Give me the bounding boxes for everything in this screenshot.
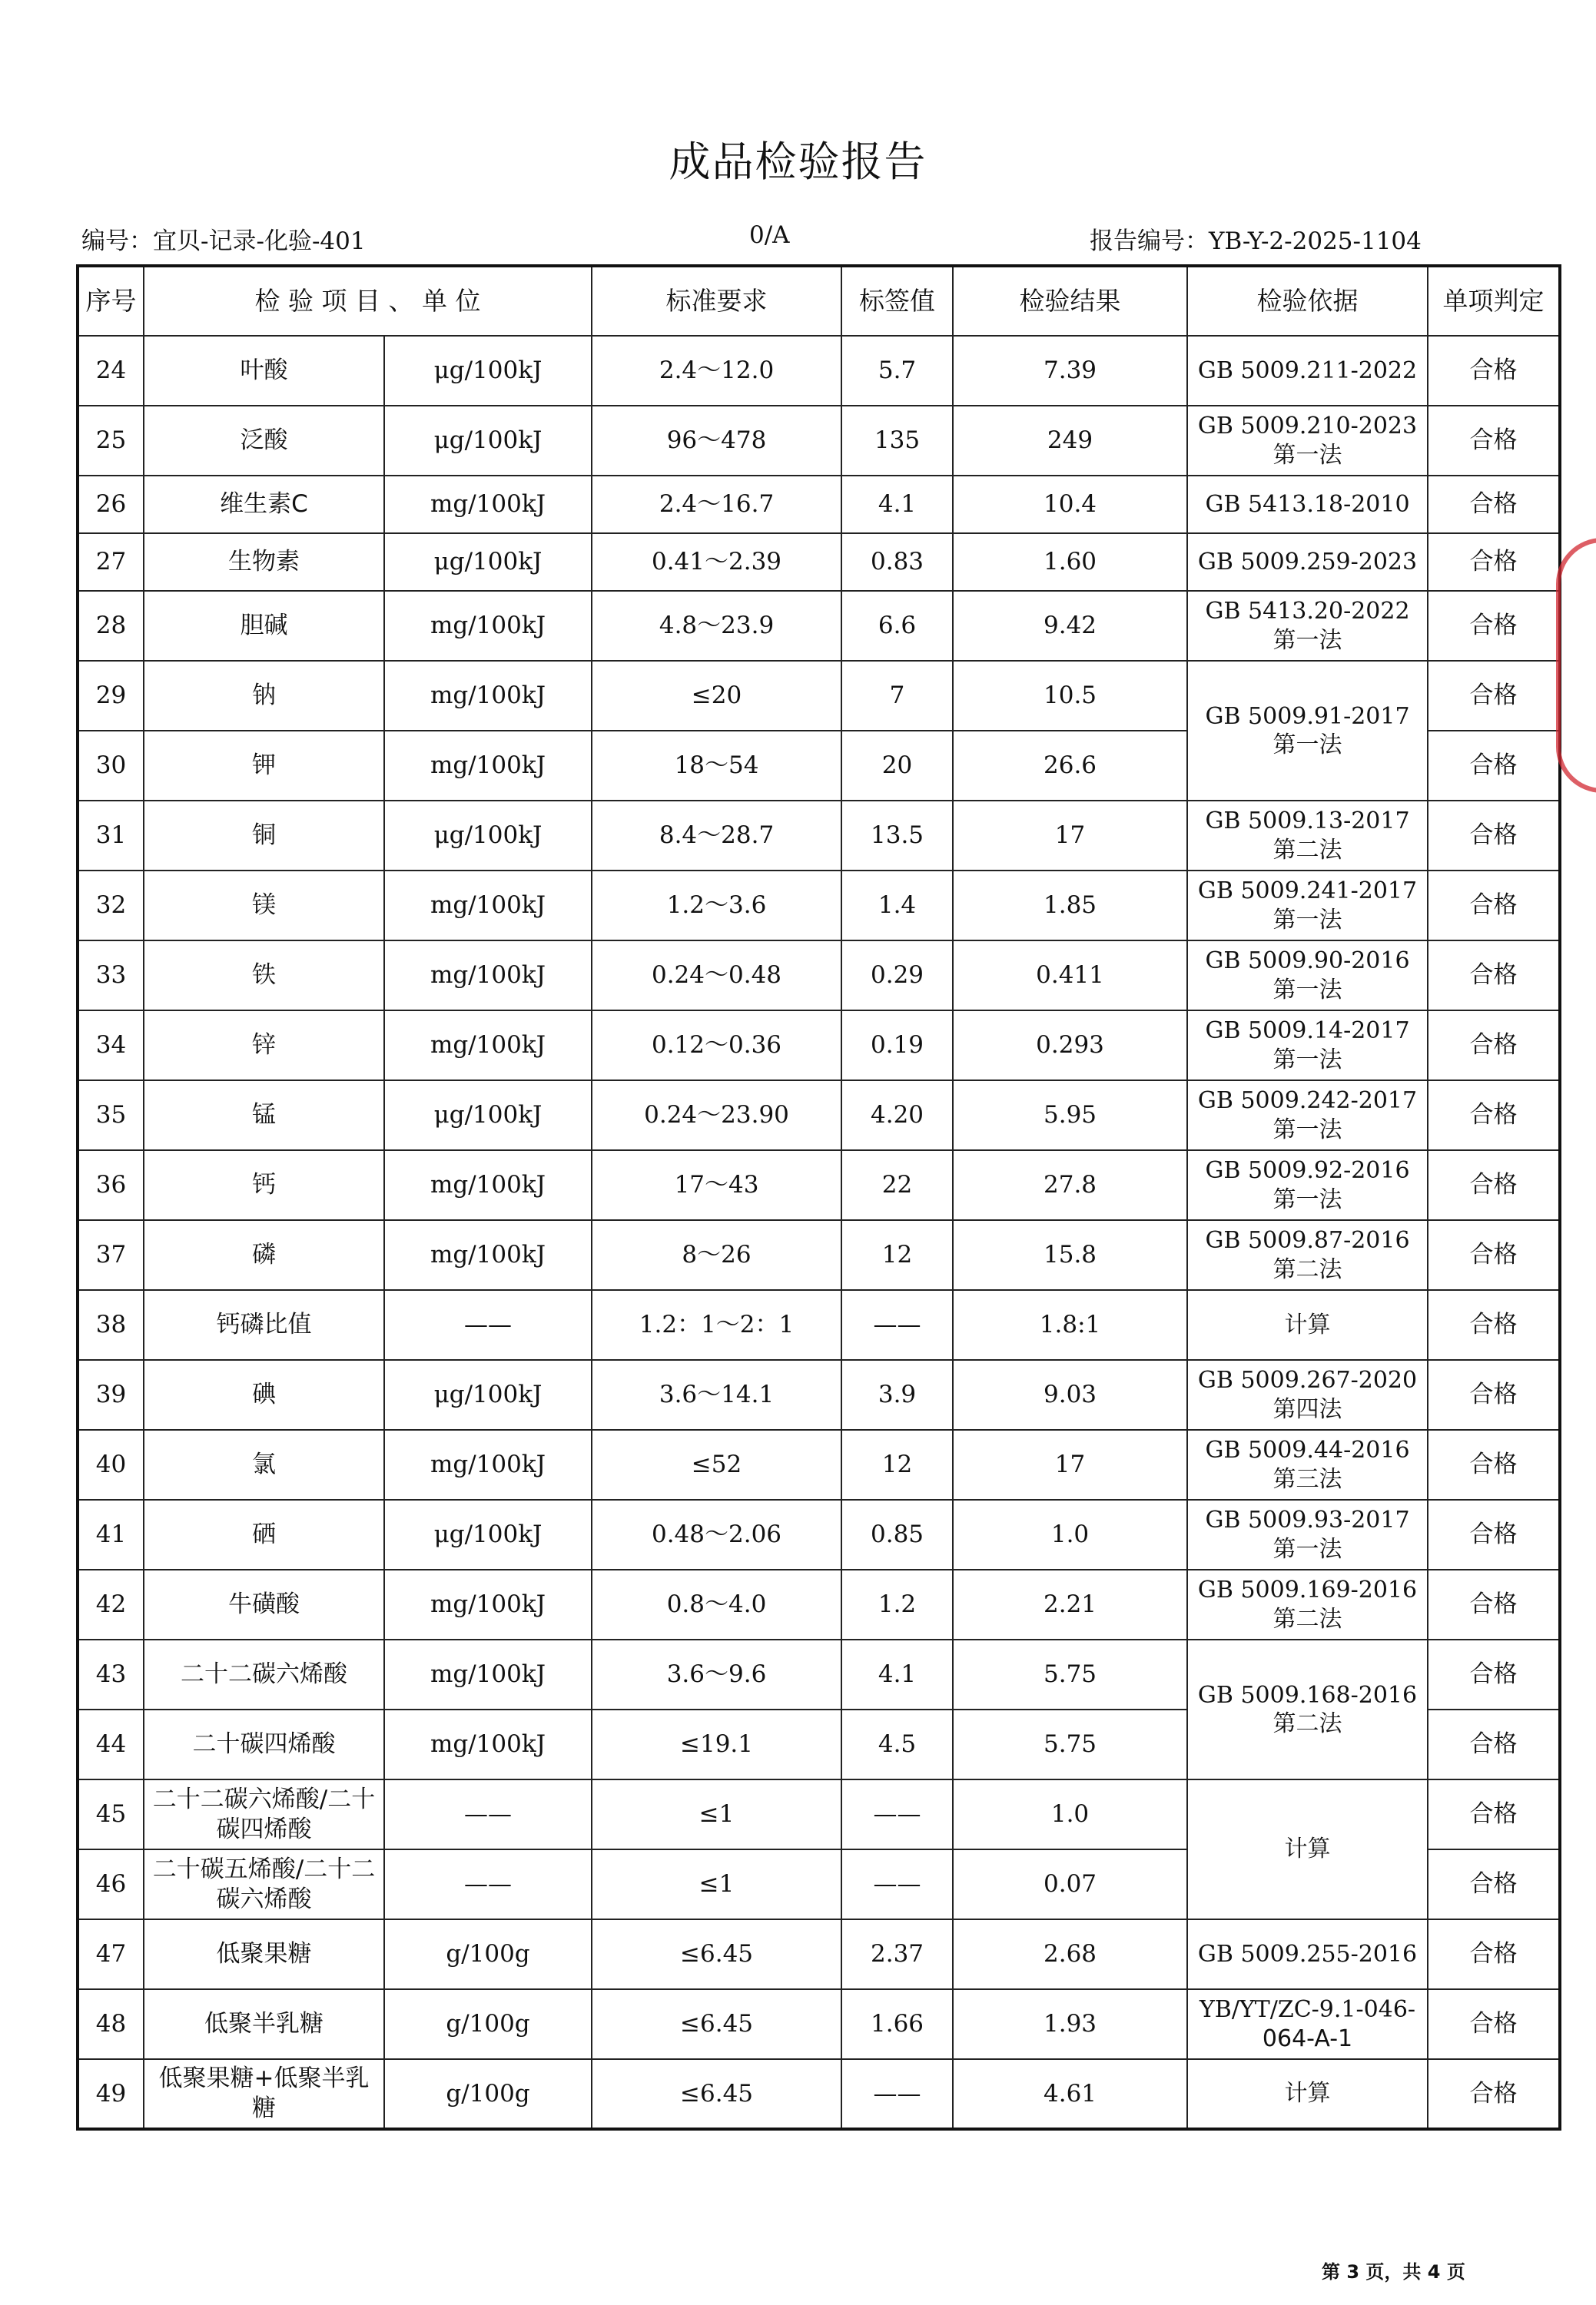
cell-method — [1187, 1080, 1428, 1150]
cell-result: 15.8 — [953, 1220, 1187, 1290]
method-line-1: GB 5009.87-2016 — [1205, 1227, 1410, 1254]
header-seq: 序号 — [78, 266, 144, 336]
method-line-1: GB 5413.18-2010 — [1205, 490, 1410, 518]
table-row — [78, 476, 1560, 533]
method-line-1: 计算 — [1284, 1836, 1331, 1863]
cell-result: 0.411 — [953, 940, 1187, 1010]
cell-item-name: 生物素 — [144, 533, 384, 591]
cell-seq: 44 — [78, 1710, 144, 1779]
cell-standard: 17～43 — [592, 1150, 841, 1220]
method-line-1: GB 5009.93-2017 — [1205, 1507, 1410, 1534]
table-row — [78, 1290, 1560, 1360]
cell-method — [1187, 871, 1428, 940]
cell-item-name: 叶酸 — [144, 336, 384, 406]
cell-unit: μg/100kJ — [384, 1500, 592, 1570]
table-header-row — [78, 266, 1560, 336]
cell-result: 10.5 — [953, 661, 1187, 731]
method-line-1: GB 5009.211-2022 — [1197, 357, 1418, 384]
cell-judgment: 合格 — [1428, 533, 1560, 591]
cell-result: 0.07 — [953, 1849, 1187, 1919]
version-number: 0/A — [749, 221, 790, 249]
method-line-1: GB 5413.20-2022 — [1205, 598, 1410, 625]
cell-result: 9.03 — [953, 1360, 1187, 1430]
cell-judgment: 合格 — [1428, 801, 1560, 871]
cell-result: 1.8:1 — [953, 1290, 1187, 1360]
cell-label-value: 4.5 — [841, 1710, 953, 1779]
table-row — [78, 661, 1560, 731]
table-row — [78, 533, 1560, 591]
method-line-2: 第三法 — [1272, 1465, 1342, 1493]
cell-standard: ≤6.45 — [592, 2059, 841, 2129]
cell-judgment: 合格 — [1428, 1220, 1560, 1290]
cell-method — [1187, 591, 1428, 661]
table-row — [78, 940, 1560, 1010]
cell-label-value: 0.85 — [841, 1500, 953, 1570]
method-line-1: GB 5009.242-2017 — [1197, 1087, 1418, 1114]
cell-label-value: 4.1 — [841, 1640, 953, 1710]
method-line-2: 第二法 — [1272, 1255, 1342, 1283]
method-line-1: GB 5009.14-2017 — [1205, 1017, 1410, 1044]
cell-label-value: —— — [841, 1290, 953, 1360]
cell-result: 5.75 — [953, 1640, 1187, 1710]
cell-seq: 39 — [78, 1360, 144, 1430]
table-row — [78, 1919, 1560, 1989]
cell-judgment: 合格 — [1428, 591, 1560, 661]
cell-result: 1.85 — [953, 871, 1187, 940]
cell-judgment: 合格 — [1428, 1360, 1560, 1430]
cell-unit: μg/100kJ — [384, 406, 592, 476]
cell-label-value: 3.9 — [841, 1360, 953, 1430]
cell-seq: 33 — [78, 940, 144, 1010]
table-row — [78, 1010, 1560, 1080]
cell-standard: 1.2～3.6 — [592, 871, 841, 940]
cell-judgment: 合格 — [1428, 1849, 1560, 1919]
cell-method — [1187, 1500, 1428, 1570]
method-line-2: 第一法 — [1272, 1046, 1342, 1073]
cell-judgment: 合格 — [1428, 661, 1560, 731]
header-item: 检 验 项 目 、 单 位 — [144, 266, 592, 336]
cell-method — [1187, 1570, 1428, 1640]
cell-seq: 30 — [78, 731, 144, 801]
cell-unit: —— — [384, 1779, 592, 1849]
cell-unit: mg/100kJ — [384, 1710, 592, 1779]
cell-standard: 0.8～4.0 — [592, 1570, 841, 1640]
cell-standard: 2.4～16.7 — [592, 476, 841, 533]
cell-item-name: 二十碳四烯酸 — [144, 1710, 384, 1779]
cell-label-value: 4.20 — [841, 1080, 953, 1150]
method-line-1: GB 5009.92-2016 — [1205, 1157, 1410, 1184]
cell-seq: 28 — [78, 591, 144, 661]
cell-result: 4.61 — [953, 2059, 1187, 2129]
method-line-2: 第一法 — [1272, 976, 1342, 1003]
cell-item-name: 低聚果糖 — [144, 1919, 384, 1989]
cell-item-name: 牛磺酸 — [144, 1570, 384, 1640]
cell-seq: 27 — [78, 533, 144, 591]
cell-item-name: 泛酸 — [144, 406, 384, 476]
cell-method — [1187, 336, 1428, 406]
cell-unit: mg/100kJ — [384, 1150, 592, 1220]
header-method: 检验依据 — [1187, 266, 1428, 336]
cell-unit: mg/100kJ — [384, 1010, 592, 1080]
cell-result: 249 — [953, 406, 1187, 476]
cell-standard: 8.4～28.7 — [592, 801, 841, 871]
table-row — [78, 1150, 1560, 1220]
table-row — [78, 1500, 1560, 1570]
method-line-2: 064-A-1 — [1262, 2025, 1353, 2052]
cell-seq: 45 — [78, 1779, 144, 1849]
report-title: 成品检验报告 — [669, 138, 927, 186]
cell-method — [1187, 2059, 1428, 2129]
cell-seq: 42 — [78, 1570, 144, 1640]
table-row — [78, 1360, 1560, 1430]
cell-item-name: 碘 — [144, 1360, 384, 1430]
cell-method — [1187, 1779, 1428, 1919]
cell-method — [1187, 1010, 1428, 1080]
cell-item-name: 低聚果糖+低聚半乳糖 — [144, 2059, 384, 2129]
cell-unit: mg/100kJ — [384, 940, 592, 1010]
report-number: 报告编号：YB-Y-2-2025-1104 — [1090, 227, 1422, 255]
cell-standard: 3.6～9.6 — [592, 1640, 841, 1710]
method-line-1: 计算 — [1284, 1311, 1331, 1338]
cell-judgment: 合格 — [1428, 1010, 1560, 1080]
cell-method — [1187, 533, 1428, 591]
method-line-1: GB 5009.90-2016 — [1205, 947, 1410, 974]
cell-standard: 0.24～23.90 — [592, 1080, 841, 1150]
table-row — [78, 1430, 1560, 1500]
cell-item-name: 锰 — [144, 1080, 384, 1150]
cell-result: 2.21 — [953, 1570, 1187, 1640]
cell-seq: 37 — [78, 1220, 144, 1290]
cell-item-name: 维生素C — [144, 476, 384, 533]
cell-unit: mg/100kJ — [384, 661, 592, 731]
cell-unit: mg/100kJ — [384, 871, 592, 940]
cell-method — [1187, 1919, 1428, 1989]
cell-method — [1187, 1640, 1428, 1779]
cell-item-name: 二十二碳六烯酸/二十碳四烯酸 — [144, 1779, 384, 1849]
page-footer: 第 3 页，共 4 页 — [1322, 2261, 1465, 2283]
cell-result: 17 — [953, 801, 1187, 871]
cell-result: 1.0 — [953, 1779, 1187, 1849]
table-row — [78, 871, 1560, 940]
cell-standard: 18～54 — [592, 731, 841, 801]
method-line-1: GB 5009.13-2017 — [1205, 808, 1410, 834]
cell-seq: 35 — [78, 1080, 144, 1150]
cell-standard: 3.6～14.1 — [592, 1360, 841, 1430]
cell-judgment: 合格 — [1428, 476, 1560, 533]
cell-seq: 36 — [78, 1150, 144, 1220]
method-line-2: 第一法 — [1272, 441, 1342, 469]
table-row — [78, 1989, 1560, 2059]
cell-label-value: 1.2 — [841, 1570, 953, 1640]
cell-item-name: 铁 — [144, 940, 384, 1010]
cell-label-value: 20 — [841, 731, 953, 801]
cell-method — [1187, 940, 1428, 1010]
method-line-2: 第一法 — [1272, 906, 1342, 934]
cell-result: 10.4 — [953, 476, 1187, 533]
cell-judgment: 合格 — [1428, 1710, 1560, 1779]
cell-item-name: 胆碱 — [144, 591, 384, 661]
cell-label-value: 12 — [841, 1220, 953, 1290]
cell-item-name: 氯 — [144, 1430, 384, 1500]
method-line-1: GB 5009.44-2016 — [1205, 1437, 1410, 1464]
cell-seq: 31 — [78, 801, 144, 871]
cell-unit: mg/100kJ — [384, 1570, 592, 1640]
cell-unit: μg/100kJ — [384, 801, 592, 871]
cell-unit: μg/100kJ — [384, 533, 592, 591]
cell-judgment: 合格 — [1428, 1919, 1560, 1989]
cell-label-value: 0.83 — [841, 533, 953, 591]
header-result: 检验结果 — [953, 266, 1187, 336]
table-row — [78, 1779, 1560, 1849]
cell-seq: 24 — [78, 336, 144, 406]
cell-seq: 49 — [78, 2059, 144, 2129]
cell-label-value: 4.1 — [841, 476, 953, 533]
cell-seq: 38 — [78, 1290, 144, 1360]
cell-standard: ≤20 — [592, 661, 841, 731]
method-line-1: GB 5009.255-2016 — [1197, 1940, 1418, 1968]
method-line-2: 第一法 — [1272, 1186, 1342, 1213]
method-line-1: GB 5009.259-2023 — [1197, 548, 1418, 575]
cell-label-value: 5.7 — [841, 336, 953, 406]
cell-judgment: 合格 — [1428, 1290, 1560, 1360]
cell-judgment: 合格 — [1428, 871, 1560, 940]
method-line-2: 第二法 — [1272, 1605, 1342, 1633]
cell-item-name: 低聚半乳糖 — [144, 1989, 384, 2059]
cell-label-value: 22 — [841, 1150, 953, 1220]
cell-seq: 48 — [78, 1989, 144, 2059]
cell-seq: 40 — [78, 1430, 144, 1500]
cell-label-value: 12 — [841, 1430, 953, 1500]
cell-unit: g/100g — [384, 2059, 592, 2129]
cell-method — [1187, 1150, 1428, 1220]
method-line-2: 第四法 — [1272, 1395, 1342, 1423]
cell-method — [1187, 801, 1428, 871]
cell-label-value: 6.6 — [841, 591, 953, 661]
cell-result: 9.42 — [953, 591, 1187, 661]
cell-standard: 0.12～0.36 — [592, 1010, 841, 1080]
cell-judgment: 合格 — [1428, 406, 1560, 476]
cell-label-value: 2.37 — [841, 1919, 953, 1989]
method-line-2: 第一法 — [1272, 731, 1342, 758]
cell-label-value: 1.4 — [841, 871, 953, 940]
cell-item-name: 铜 — [144, 801, 384, 871]
cell-unit: g/100g — [384, 1919, 592, 1989]
cell-judgment: 合格 — [1428, 940, 1560, 1010]
inspection-table — [76, 264, 1561, 2131]
cell-judgment: 合格 — [1428, 1430, 1560, 1500]
cell-seq: 46 — [78, 1849, 144, 1919]
cell-label-value: 1.66 — [841, 1989, 953, 2059]
cell-item-name: 镁 — [144, 871, 384, 940]
cell-result: 1.0 — [953, 1500, 1187, 1570]
cell-judgment: 合格 — [1428, 1570, 1560, 1640]
cell-result: 2.68 — [953, 1919, 1187, 1989]
cell-unit: g/100g — [384, 1989, 592, 2059]
cell-unit: mg/100kJ — [384, 591, 592, 661]
cell-seq: 43 — [78, 1640, 144, 1710]
header-standard: 标准要求 — [592, 266, 841, 336]
table-row — [78, 2059, 1560, 2129]
cell-seq: 26 — [78, 476, 144, 533]
cell-result: 26.6 — [953, 731, 1187, 801]
cell-judgment: 合格 — [1428, 1150, 1560, 1220]
cell-seq: 25 — [78, 406, 144, 476]
cell-judgment: 合格 — [1428, 2059, 1560, 2129]
cell-label-value: 0.19 — [841, 1010, 953, 1080]
cell-method — [1187, 1430, 1428, 1500]
method-line-2: 第二法 — [1272, 836, 1342, 864]
cell-unit: mg/100kJ — [384, 1430, 592, 1500]
cell-unit: —— — [384, 1290, 592, 1360]
cell-judgment: 合格 — [1428, 1640, 1560, 1710]
method-line-1: GB 5009.91-2017 — [1205, 702, 1410, 730]
table-row — [78, 336, 1560, 406]
method-line-2: 第二法 — [1272, 1710, 1342, 1737]
cell-result: 5.75 — [953, 1710, 1187, 1779]
cell-unit: mg/100kJ — [384, 476, 592, 533]
method-line-1: GB 5009.210-2023 — [1197, 413, 1418, 439]
cell-standard: ≤6.45 — [592, 1989, 841, 2059]
method-line-1: GB 5009.267-2020 — [1197, 1367, 1418, 1394]
cell-result: 5.95 — [953, 1080, 1187, 1150]
table-row — [78, 1080, 1560, 1150]
cell-label-value: —— — [841, 1849, 953, 1919]
cell-seq: 47 — [78, 1919, 144, 1989]
table-row — [78, 591, 1560, 661]
cell-unit: μg/100kJ — [384, 1360, 592, 1430]
cell-standard: 96～478 — [592, 406, 841, 476]
cell-method — [1187, 1360, 1428, 1430]
document-number: 编号：宜贝-记录-化验-401 — [81, 227, 366, 255]
cell-method — [1187, 1220, 1428, 1290]
cell-standard: ≤6.45 — [592, 1919, 841, 1989]
cell-seq: 34 — [78, 1010, 144, 1080]
table-row — [78, 801, 1560, 871]
cell-standard: ≤1 — [592, 1779, 841, 1849]
cell-standard: 0.41～2.39 — [592, 533, 841, 591]
method-line-1: 计算 — [1284, 2080, 1331, 2108]
cell-item-name: 硒 — [144, 1500, 384, 1570]
cell-result: 1.60 — [953, 533, 1187, 591]
cell-unit: mg/100kJ — [384, 1220, 592, 1290]
table-row — [78, 1570, 1560, 1640]
header-label: 标签值 — [841, 266, 953, 336]
method-line-1: GB 5009.169-2016 — [1197, 1577, 1418, 1604]
cell-unit: μg/100kJ — [384, 336, 592, 406]
cell-standard: 2.4～12.0 — [592, 336, 841, 406]
cell-label-value: 7 — [841, 661, 953, 731]
cell-result: 1.93 — [953, 1989, 1187, 2059]
cell-method — [1187, 406, 1428, 476]
cell-item-name: 钠 — [144, 661, 384, 731]
cell-judgment: 合格 — [1428, 1500, 1560, 1570]
cell-unit: —— — [384, 1849, 592, 1919]
method-line-2: 第一法 — [1272, 626, 1342, 654]
cell-item-name: 锌 — [144, 1010, 384, 1080]
cell-item-name: 二十碳五烯酸/二十二碳六烯酸 — [144, 1849, 384, 1919]
cell-label-value: 0.29 — [841, 940, 953, 1010]
cell-judgment: 合格 — [1428, 1080, 1560, 1150]
cell-item-name: 钾 — [144, 731, 384, 801]
method-line-2: 第一法 — [1272, 1535, 1342, 1563]
method-line-2: 第一法 — [1272, 1116, 1342, 1143]
cell-result: 7.39 — [953, 336, 1187, 406]
cell-judgment: 合格 — [1428, 1989, 1560, 2059]
cell-standard: ≤1 — [592, 1849, 841, 1919]
cell-standard: ≤52 — [592, 1430, 841, 1500]
cell-seq: 29 — [78, 661, 144, 731]
cell-result: 27.8 — [953, 1150, 1187, 1220]
cell-item-name: 钙磷比值 — [144, 1290, 384, 1360]
cell-method — [1187, 1290, 1428, 1360]
cell-unit: μg/100kJ — [384, 1080, 592, 1150]
cell-judgment: 合格 — [1428, 731, 1560, 801]
cell-standard: ≤19.1 — [592, 1710, 841, 1779]
cell-method — [1187, 661, 1428, 801]
table-row — [78, 406, 1560, 476]
cell-unit: mg/100kJ — [384, 1640, 592, 1710]
cell-label-value: 13.5 — [841, 801, 953, 871]
cell-method — [1187, 1989, 1428, 2059]
cell-standard: 4.8～23.9 — [592, 591, 841, 661]
cell-label-value: —— — [841, 1779, 953, 1849]
cell-item-name: 钙 — [144, 1150, 384, 1220]
method-line-1: GB 5009.241-2017 — [1197, 877, 1418, 904]
cell-result: 17 — [953, 1430, 1187, 1500]
cell-judgment: 合格 — [1428, 1779, 1560, 1849]
cell-item-name: 磷 — [144, 1220, 384, 1290]
header-judgment: 单项判定 — [1428, 266, 1560, 336]
cell-standard: 1.2：1～2：1 — [592, 1290, 841, 1360]
cell-standard: 0.48～2.06 — [592, 1500, 841, 1570]
cell-method — [1187, 476, 1428, 533]
method-line-1: GB 5009.168-2016 — [1197, 1681, 1418, 1709]
table-row — [78, 1640, 1560, 1710]
cell-standard: 8～26 — [592, 1220, 841, 1290]
cell-item-name: 二十二碳六烯酸 — [144, 1640, 384, 1710]
table-row — [78, 1220, 1560, 1290]
cell-seq: 32 — [78, 871, 144, 940]
cell-judgment: 合格 — [1428, 336, 1560, 406]
cell-unit: mg/100kJ — [384, 731, 592, 801]
cell-label-value: —— — [841, 2059, 953, 2129]
cell-result: 0.293 — [953, 1010, 1187, 1080]
cell-label-value: 135 — [841, 406, 953, 476]
cell-seq: 41 — [78, 1500, 144, 1570]
cell-standard: 0.24～0.48 — [592, 940, 841, 1010]
method-line-1: YB/YT/ZC-9.1-046- — [1199, 1996, 1416, 2023]
red-seal-stamp — [1556, 538, 1596, 793]
